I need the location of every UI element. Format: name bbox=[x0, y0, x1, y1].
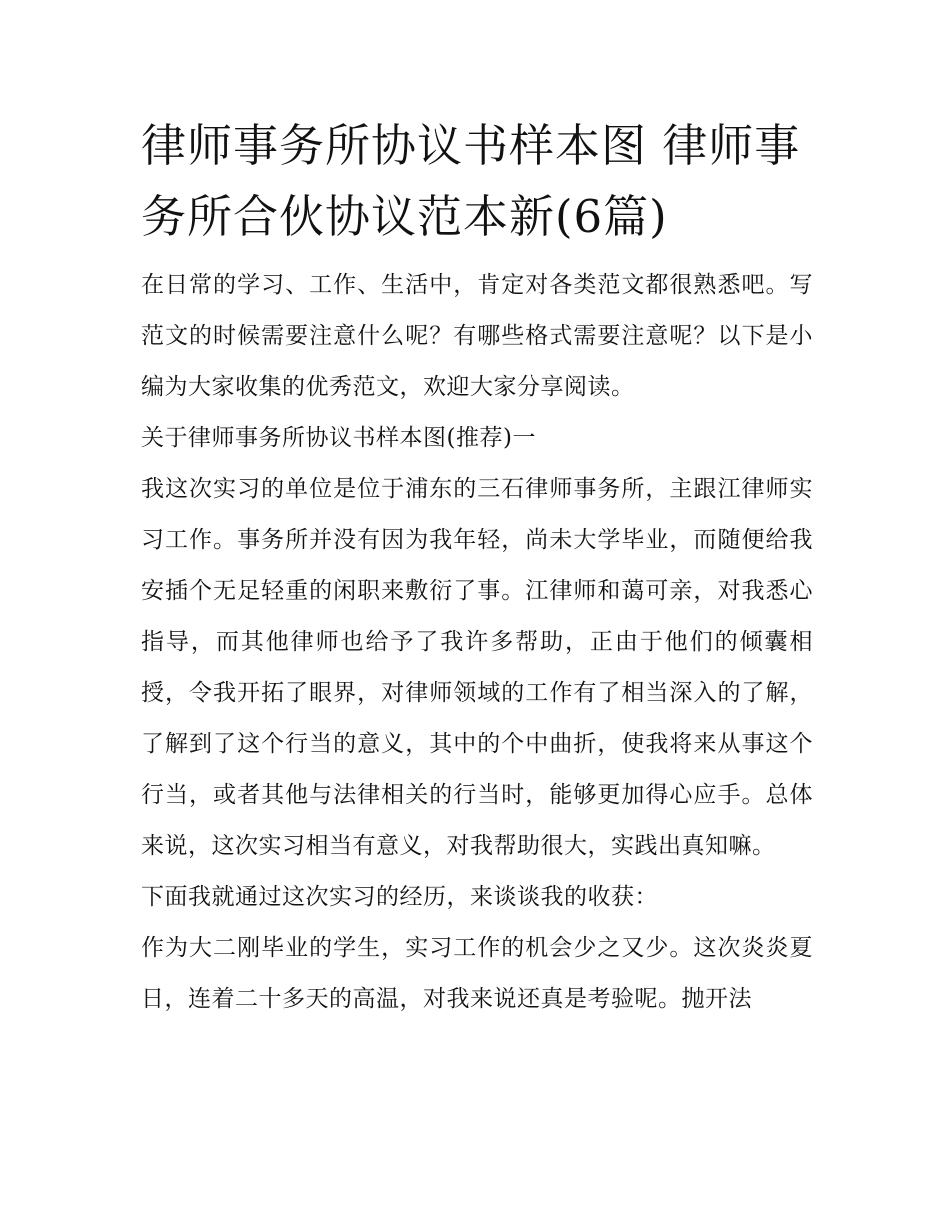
document-body bbox=[141, 110, 813, 1025]
body-paragraph: 作为大二刚毕业的学生，实习工作的机会少之又少。这次炎炎夏日，连着二十多天的高温，对我来说还真是考验呢。抛开法 bbox=[141, 935, 813, 1012]
document-title: 律师事务所协议书样本图 律师事务所合伙协议范本新(6篇) bbox=[141, 119, 801, 243]
body-paragraph: 我这次实习的单位是位于浦东的三石律师事务所，主跟江律师实习工作。事务所并没有因为我年轻，尚未大学毕业，而随便给我安插个无足轻重的闲职来敷衍了事。江律师和蔼可亲，对我悉心指导，而其他律师也给予了我许多帮助，正由于他们的倾囊相授，令我开拓了眼界，对律师领域的工作有了相当深入的了解，了解到了这个行当的意义，其中的个中曲折，使我将来从事这个行当，或者其他与法律相关的行当时，能够更加得心应手。总体来说，这次实习相当有意义，对我帮助很大，实践出真知嘛。 bbox=[141, 476, 813, 859]
intro-paragraph: 在日常的学习、工作、生活中，肯定对各类范文都很熟悉吧。写范文的时候需要注意什么呢？有哪些格式需要注意呢？以下是小编为大家收集的优秀范文，欢迎大家分享阅读。 bbox=[141, 272, 813, 400]
section-heading: 关于律师事务所协议书样本图(推荐)一 bbox=[141, 425, 536, 451]
body-paragraph: 下面我就通过这次实习的经历，来谈谈我的收获： bbox=[141, 884, 658, 910]
